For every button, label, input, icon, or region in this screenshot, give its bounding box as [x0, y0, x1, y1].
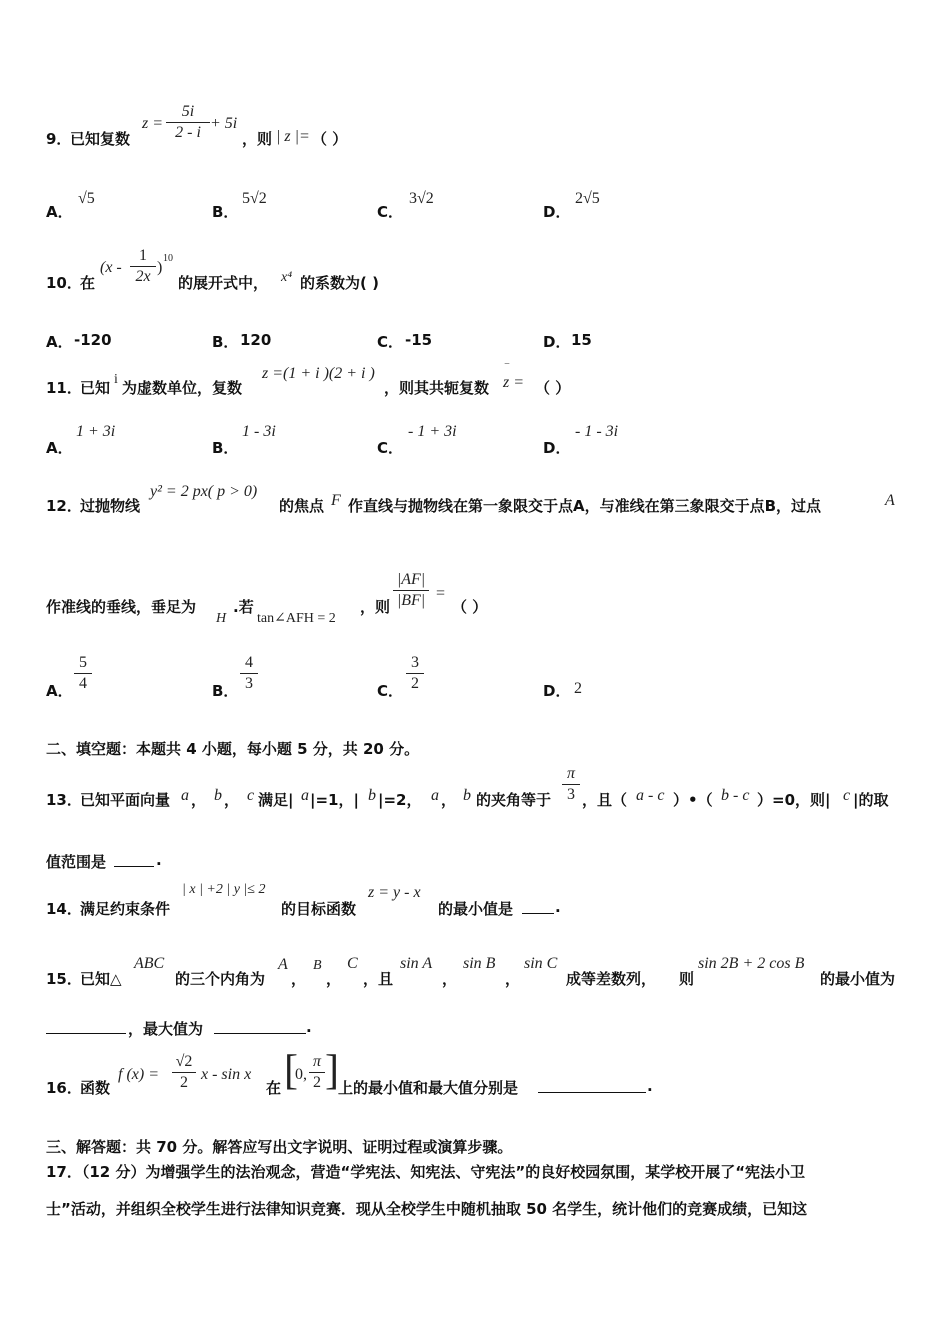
- q12-fraction: [393, 570, 429, 611]
- q10-option-d-value: 15: [571, 331, 592, 349]
- q9-lead: 已知复数: [70, 130, 131, 148]
- q9-number: 9．: [46, 130, 72, 148]
- q12-option-c-fraction: [406, 653, 424, 694]
- q12-option-a-den: 4: [79, 675, 87, 692]
- q9-mid: ，则: [242, 130, 273, 148]
- q9-option-b-label: B．: [212, 203, 239, 221]
- q9-z-eq: z =: [142, 115, 164, 132]
- q12-frac-num: |AF|: [393, 570, 429, 591]
- q9-option-a-label: A．: [46, 203, 73, 221]
- q15-min-blank[interactable]: [46, 1033, 126, 1034]
- q16-interval-start: 0,: [295, 1066, 307, 1083]
- q14-answer-blank[interactable]: [522, 913, 554, 914]
- q15-ze: 则: [679, 970, 695, 988]
- q13-pi-third: [562, 764, 580, 805]
- q16-frac-num: √2: [172, 1052, 196, 1073]
- q13-comma-1: ，: [191, 791, 207, 809]
- q13-comma-3: ，: [441, 791, 457, 809]
- q9-option-b-value: 5√2: [242, 190, 267, 207]
- q16-fx: f (x) =: [118, 1066, 159, 1083]
- q15-max-blank[interactable]: [214, 1033, 306, 1034]
- q15-tail: 的最小值为: [820, 970, 896, 988]
- q11-paren: （ ）: [535, 379, 571, 397]
- q14-cond: | x | +2 | y |≤ 2: [182, 882, 266, 897]
- q12-F: F: [331, 492, 341, 509]
- q12-mid2: 作直线与抛物线在第一象限交于点A，与准线在第三象限交于点B，过点: [348, 497, 822, 515]
- q15-comma-3: ，: [442, 970, 458, 988]
- q15-expr: sin 2B + 2 cos B: [698, 955, 805, 972]
- q16-zai: 在: [266, 1079, 282, 1097]
- q12-H: H: [216, 611, 227, 626]
- q13-a-minus-c: a - c: [636, 787, 665, 804]
- q10-frac-num: 1: [130, 246, 156, 267]
- q10-option-d-label: D．: [543, 333, 571, 351]
- q10-expr-open: (x -: [100, 259, 122, 276]
- q10-term: x⁴: [281, 270, 293, 285]
- q11-option-d-value: - 1 - 3i: [575, 423, 619, 440]
- q13-c: c: [247, 787, 255, 804]
- q9-option-d-label: D．: [543, 203, 571, 221]
- q13-c-abs: c: [843, 787, 851, 804]
- q13-pi: π: [562, 764, 580, 785]
- q14-number: 14．: [46, 900, 82, 918]
- q16-lead: 函数: [80, 1079, 111, 1097]
- q16-frac-den: 2: [180, 1074, 188, 1091]
- q9-fraction: [166, 102, 210, 143]
- q13-dot: ）•（: [673, 791, 713, 809]
- q13-end: .: [156, 851, 162, 869]
- q15-A: A: [278, 956, 288, 973]
- q13-b-2: b: [463, 787, 471, 804]
- q14-mid: 的目标函数: [281, 900, 357, 918]
- q13-b: b: [214, 787, 222, 804]
- q9-frac-den: 2 - i: [175, 124, 201, 141]
- q10-tail: 的系数为( ): [300, 274, 379, 292]
- q9-absz: | z |=: [276, 128, 310, 145]
- q12-mid1: 的焦点: [279, 497, 325, 515]
- q12-number: 12．: [46, 497, 82, 515]
- q12-option-a-fraction: [74, 653, 92, 694]
- q16-answer-blank[interactable]: [538, 1092, 646, 1093]
- q11-number: 11．: [46, 379, 82, 397]
- q11-expr: z =(1 + i )(2 + i ): [262, 365, 375, 382]
- q13-cond1: 满足|: [258, 791, 294, 809]
- q10-number: 10．: [46, 274, 82, 292]
- q13-b-abs: b: [368, 787, 376, 804]
- q16-pi-half: [309, 1052, 325, 1093]
- q13-number: 13．: [46, 791, 82, 809]
- q12-tan: tan∠AFH = 2: [257, 611, 336, 626]
- q15-end: .: [306, 1018, 312, 1036]
- q13-lead: 已知平面向量: [80, 791, 171, 809]
- q12-option-c-num: 3: [406, 653, 424, 674]
- section-2-heading: 二、填空题：本题共 4 小题，每小题 5 分，共 20 分。: [46, 740, 420, 758]
- section-3-heading: 三、解答题：共 70 分。解答应写出文字说明、证明过程或演算步骤。: [46, 1138, 513, 1156]
- q12-line2: 作准线的垂线，垂足为: [46, 598, 197, 616]
- q10-mid: 的展开式中，: [178, 274, 269, 292]
- q10-option-a-value: -120: [74, 331, 112, 349]
- q9-option-c-label: C．: [377, 203, 404, 221]
- q10-option-a-label: A．: [46, 333, 73, 351]
- q16-tail: 上的最小值和最大值分别是: [338, 1079, 519, 1097]
- q16-pi: π: [309, 1052, 325, 1073]
- q11-i: i: [114, 372, 118, 387]
- q15-comma-2: ，: [326, 970, 342, 988]
- q13-comma-2: ，: [224, 791, 240, 809]
- q13-cond3: ，且（: [582, 791, 628, 809]
- q15-sinC: sin C: [524, 955, 558, 972]
- q10-lead: 在: [80, 274, 96, 292]
- q13-cond2: 的夹角等于: [476, 791, 552, 809]
- q13-a-2: a: [431, 787, 439, 804]
- q13-b-minus-c: b - c: [721, 787, 750, 804]
- q12-option-d-value: 2: [574, 680, 582, 697]
- q15-mid1: 的三个内角为: [175, 970, 266, 988]
- q12-ze: ，则: [360, 598, 391, 616]
- q12-frac-den: |BF|: [396, 592, 426, 609]
- q13-cond4: ）=0，则|: [757, 791, 831, 809]
- q15-sinB: sin B: [463, 955, 496, 972]
- q12-option-b-den: 3: [245, 675, 253, 692]
- q10-option-c-label: C．: [377, 333, 404, 351]
- q13-cond1c: |=2，: [378, 791, 422, 809]
- q9-option-c-value: 3√2: [409, 190, 434, 207]
- q16-number: 16．: [46, 1079, 82, 1097]
- q9-paren: （ ）: [312, 130, 348, 148]
- q17-line-1: 17．（12 分）为增强学生的法治观念，营造“学宪法、知宪法、守宪法”的良好校园氛围，某学校开展了“宪法小卫: [46, 1163, 806, 1181]
- q15-sinA: sin A: [400, 955, 433, 972]
- q9-option-d-value: 2√5: [575, 190, 600, 207]
- q10-expr-close: ): [157, 259, 163, 276]
- q10-option-c-value: -15: [405, 331, 433, 349]
- q11-conj-bar: ‾: [505, 362, 509, 376]
- q10-option-b-value: 120: [240, 331, 272, 349]
- q15-C: C: [347, 955, 358, 972]
- q11-mid1: 为虚数单位，复数: [122, 379, 243, 397]
- q11-option-c-label: C．: [377, 439, 404, 457]
- q9-option-a-value: √5: [78, 190, 95, 207]
- q14-objective: z = y - x: [368, 884, 421, 901]
- q10-frac-den: 2x: [135, 268, 151, 285]
- q16-fraction: [172, 1052, 196, 1093]
- q9-frac-num: 5i: [166, 102, 210, 123]
- q17-line-2: 士”活动，并组织全校学生进行法律知识竞赛．现从全校学生中随机抽取 50 名学生，统计他们的竞赛成绩，已知这: [46, 1200, 808, 1218]
- q13-cond1b: |=1，|: [310, 791, 359, 809]
- q12-option-a-label: A．: [46, 682, 73, 700]
- q12-option-b-label: B．: [212, 682, 239, 700]
- q12-expr: y² = 2 px( p > 0): [150, 483, 258, 500]
- q12-lead: 过抛物线: [80, 497, 141, 515]
- q14-end: .: [555, 898, 561, 916]
- q12-option-c-label: C．: [377, 682, 404, 700]
- q15-comma-1: ，: [291, 970, 307, 988]
- q11-mid2: ，则其共轭复数: [384, 379, 490, 397]
- q13-a: a: [181, 787, 189, 804]
- q16-bracket-right: ]: [325, 1048, 339, 1094]
- q12-option-b-fraction: [240, 653, 258, 694]
- q11-lead: 已知: [80, 379, 111, 397]
- q11-option-d-label: D．: [543, 439, 571, 457]
- q15-mid2: 成等差数列，: [566, 970, 657, 988]
- q11-option-a-value: 1 + 3i: [76, 423, 116, 440]
- q16-bracket-left: [: [284, 1048, 298, 1094]
- q11-conj: z =: [503, 374, 525, 391]
- q10-power: 10: [163, 253, 173, 264]
- q11-option-b-label: B．: [212, 439, 239, 457]
- q13-line2: 值范围是: [46, 853, 107, 871]
- q15-comma-4: ，: [505, 970, 521, 988]
- q16-rest: x - sin x: [201, 1066, 252, 1083]
- q14-tail: 的最小值是: [438, 900, 514, 918]
- q14-lead: 满足约束条件: [80, 900, 171, 918]
- q15-abc: ABC: [134, 955, 165, 972]
- q15-number: 15．: [46, 970, 82, 988]
- q15-qie: ，且: [363, 970, 394, 988]
- q16-two: 2: [313, 1074, 321, 1091]
- q12-paren: （ ）: [452, 598, 488, 616]
- q12-A: A: [885, 492, 895, 509]
- q12-option-b-num: 4: [240, 653, 258, 674]
- q12-option-c-den: 2: [411, 675, 419, 692]
- q11-option-a-label: A．: [46, 439, 73, 457]
- q15-B: B: [313, 958, 322, 973]
- q13-a-abs: a: [301, 787, 309, 804]
- q10-option-b-label: B．: [212, 333, 239, 351]
- q12-ruo: .若: [233, 598, 254, 616]
- q10-fraction: [130, 246, 156, 287]
- q12-option-d-label: D．: [543, 682, 571, 700]
- q13-cond5: |的取: [853, 791, 889, 809]
- q9-plus: + 5i: [210, 115, 238, 132]
- q12-option-a-num: 5: [74, 653, 92, 674]
- q13-three: 3: [567, 786, 575, 803]
- q16-end: .: [647, 1077, 653, 1095]
- q12-eq: =: [436, 585, 446, 602]
- q15-line2mid: ，最大值为: [128, 1020, 204, 1038]
- q11-option-b-value: 1 - 3i: [242, 423, 276, 440]
- q15-lead: 已知△: [80, 970, 122, 988]
- q13-answer-blank[interactable]: [114, 866, 154, 867]
- q11-option-c-value: - 1 + 3i: [408, 423, 457, 440]
